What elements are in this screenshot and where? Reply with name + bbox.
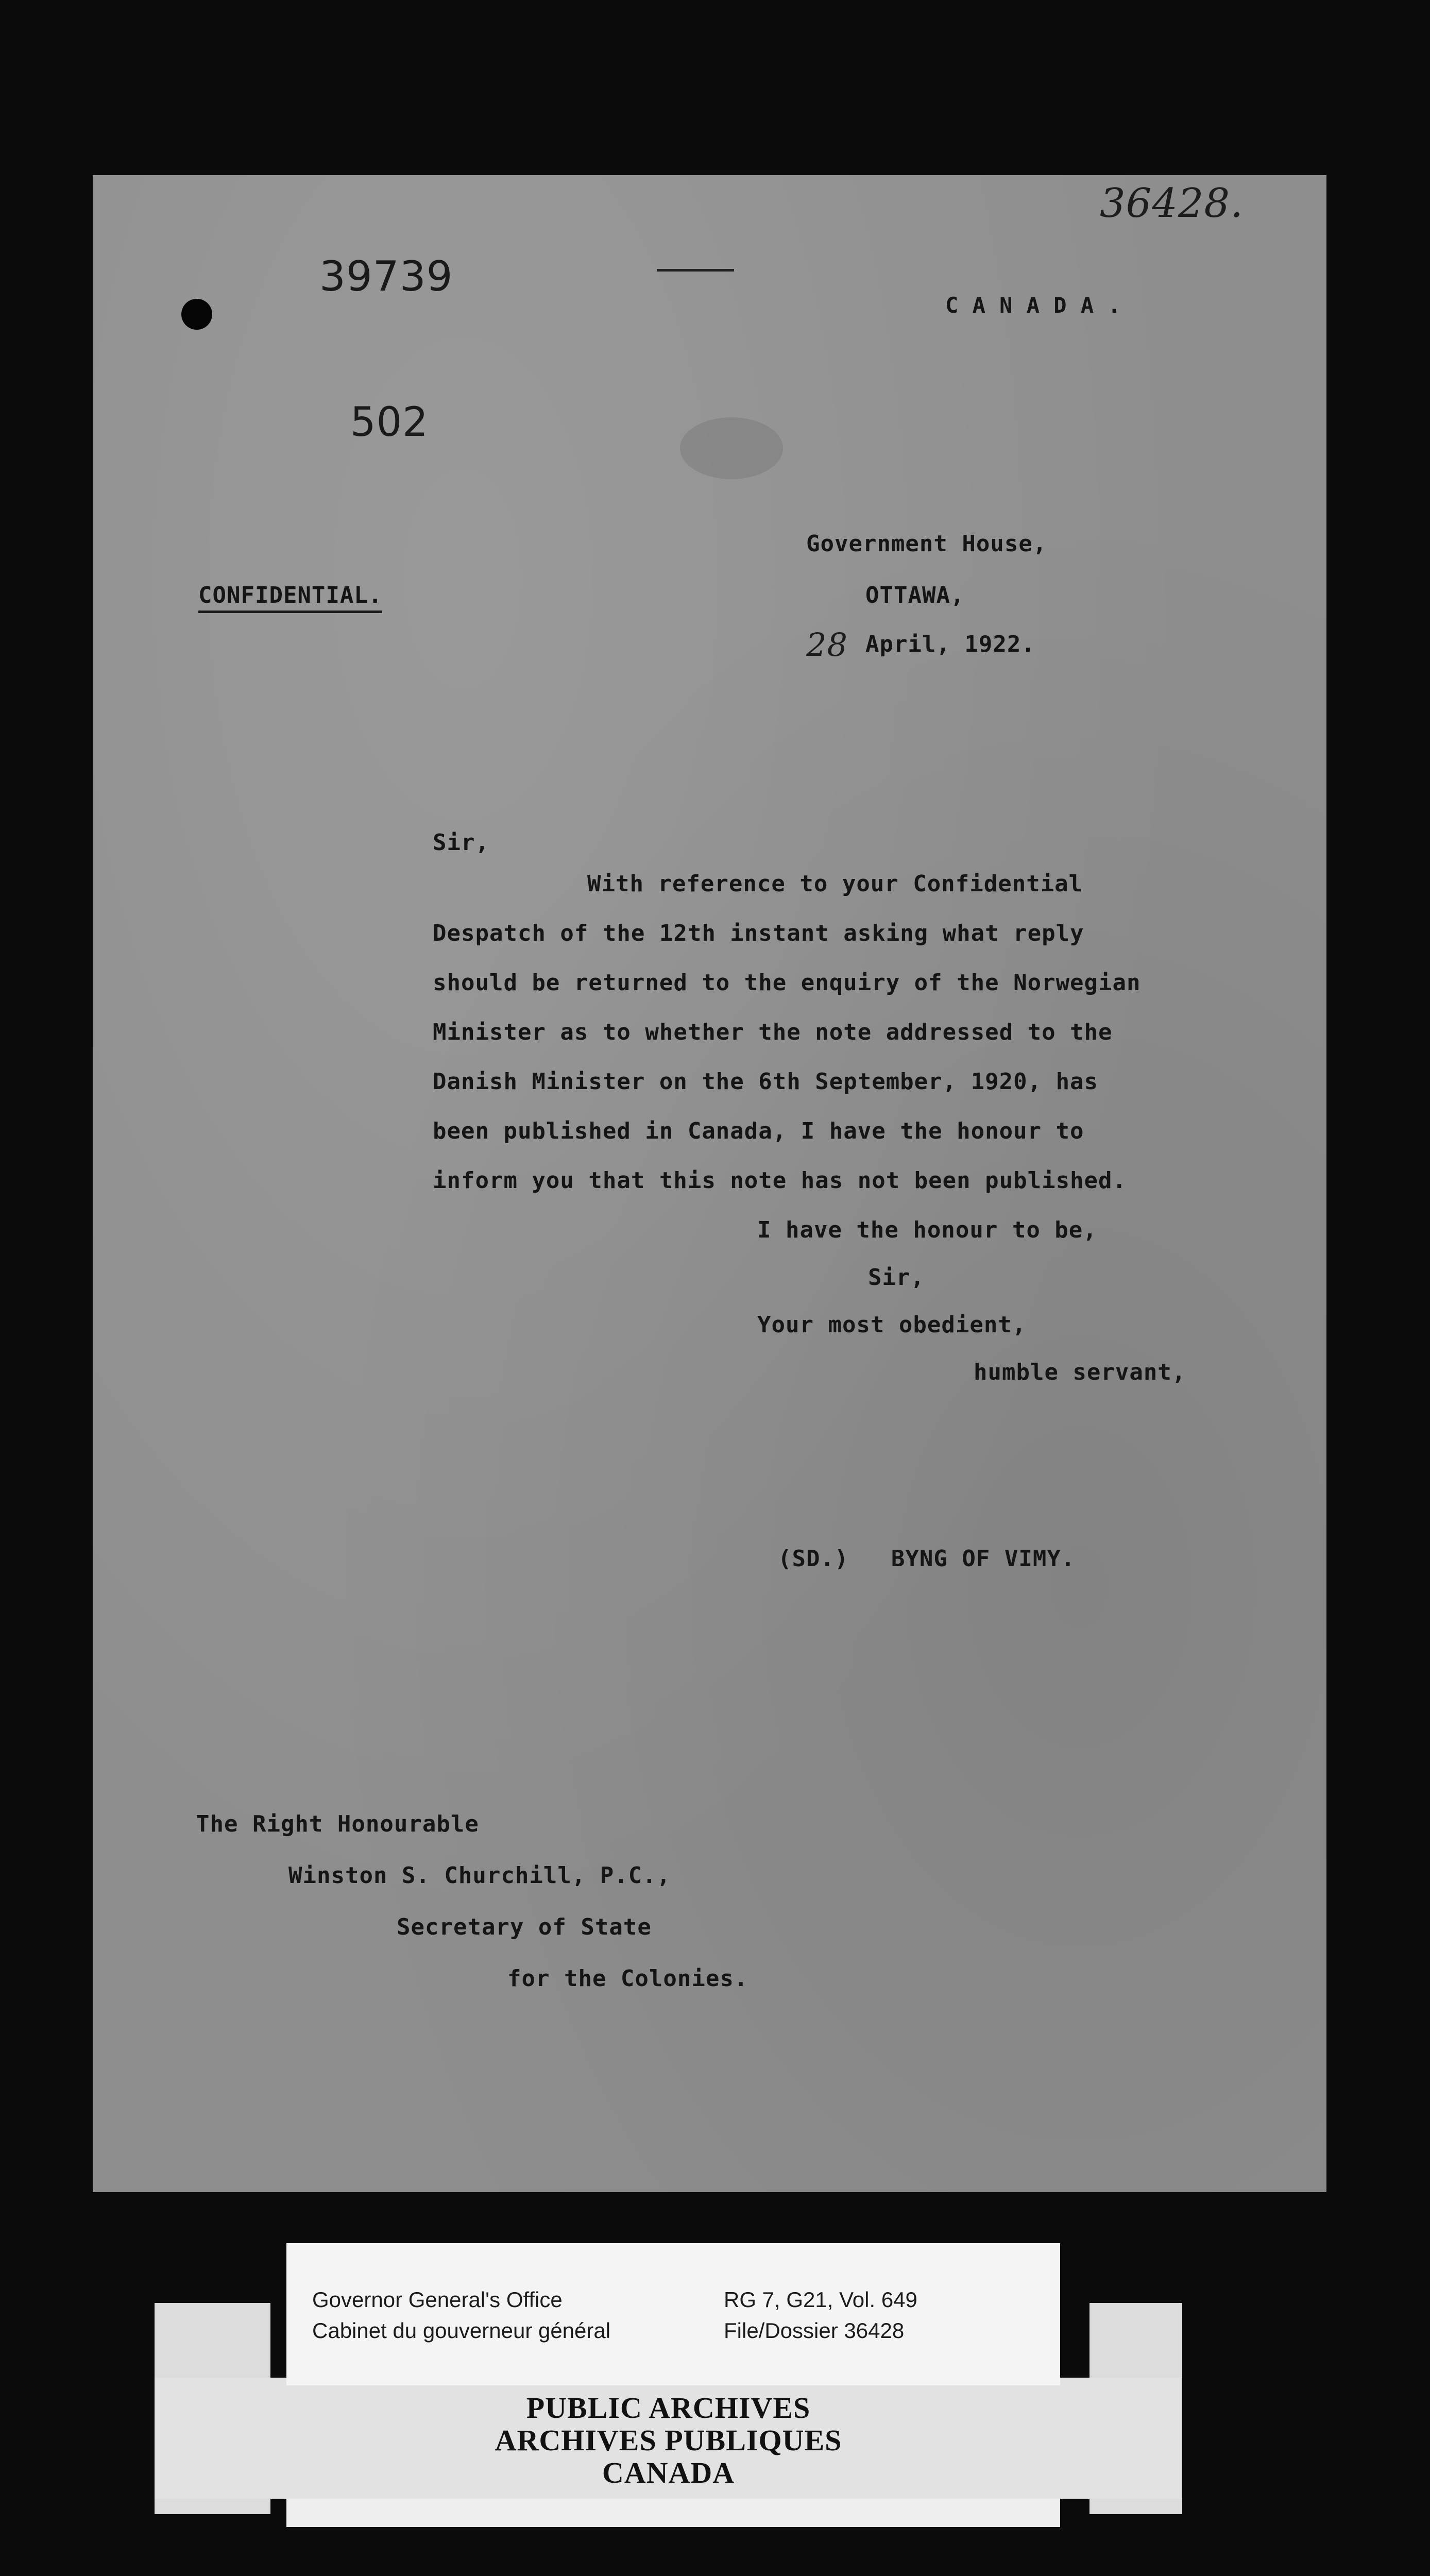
archives-country: CANADA [602, 2456, 735, 2489]
file-number: File/Dossier 36428 [724, 2318, 905, 2343]
punch-hole [181, 299, 212, 330]
closing-line: Sir, [868, 1264, 925, 1291]
closing-line: humble servant, [974, 1359, 1186, 1385]
body-line: Minister as to whether the note addressed to the [433, 1019, 1113, 1045]
office-french: Cabinet du gouverneur général [312, 2318, 611, 2343]
handwritten-file-number: 36428. [1100, 180, 1244, 227]
office-english: Governor General's Office [312, 2287, 563, 2312]
record-group: RG 7, G21, Vol. 649 [724, 2287, 917, 2312]
stamp-number-502: 502 [350, 399, 429, 446]
closing-line: I have the honour to be, [757, 1217, 1097, 1243]
body-line: Despatch of the 12th instant asking what reply [433, 920, 1084, 946]
recipient-line: Winston S. Churchill, P.C., [288, 1862, 671, 1889]
archives-strip-bottom [286, 2499, 1060, 2527]
address-line-2: OTTAWA, [865, 582, 965, 608]
body-line: been published in Canada, I have the honour to [433, 1118, 1084, 1144]
letter-page [93, 175, 1326, 2192]
body-line: should be returned to the enquiry of the Norwegian [433, 970, 1141, 996]
ink-dash-mark [657, 269, 734, 272]
body-line: With reference to your Confidential [587, 871, 1083, 897]
stamp-number-39739: 39739 [319, 252, 453, 300]
archive-reference-card [286, 2243, 1060, 2385]
recipient-line: for the Colonies. [507, 1965, 748, 1992]
body-line: Danish Minister on the 6th September, 1920, has [433, 1069, 1099, 1095]
country-heading: C A N A D A . [945, 293, 1121, 318]
archives-english: PUBLIC ARCHIVES [526, 2391, 811, 2425]
recipient-line: Secretary of State [397, 1914, 652, 1940]
salutation: Sir, [433, 829, 489, 856]
body-line: inform you that this note has not been published. [433, 1167, 1127, 1194]
date-text: April, 1922. [865, 631, 1035, 657]
classification-label: CONFIDENTIAL. [198, 582, 382, 613]
faint-stamp-mark [680, 417, 783, 479]
signature: (SD.) BYNG OF VIMY. [778, 1546, 1076, 1572]
date-day-handwritten: 28 [806, 626, 848, 664]
address-line-1: Government House, [806, 531, 1047, 557]
closing-line: Your most obedient, [757, 1312, 1027, 1338]
archives-french: ARCHIVES PUBLIQUES [495, 2424, 842, 2457]
recipient-line: The Right Honourable [196, 1811, 479, 1837]
